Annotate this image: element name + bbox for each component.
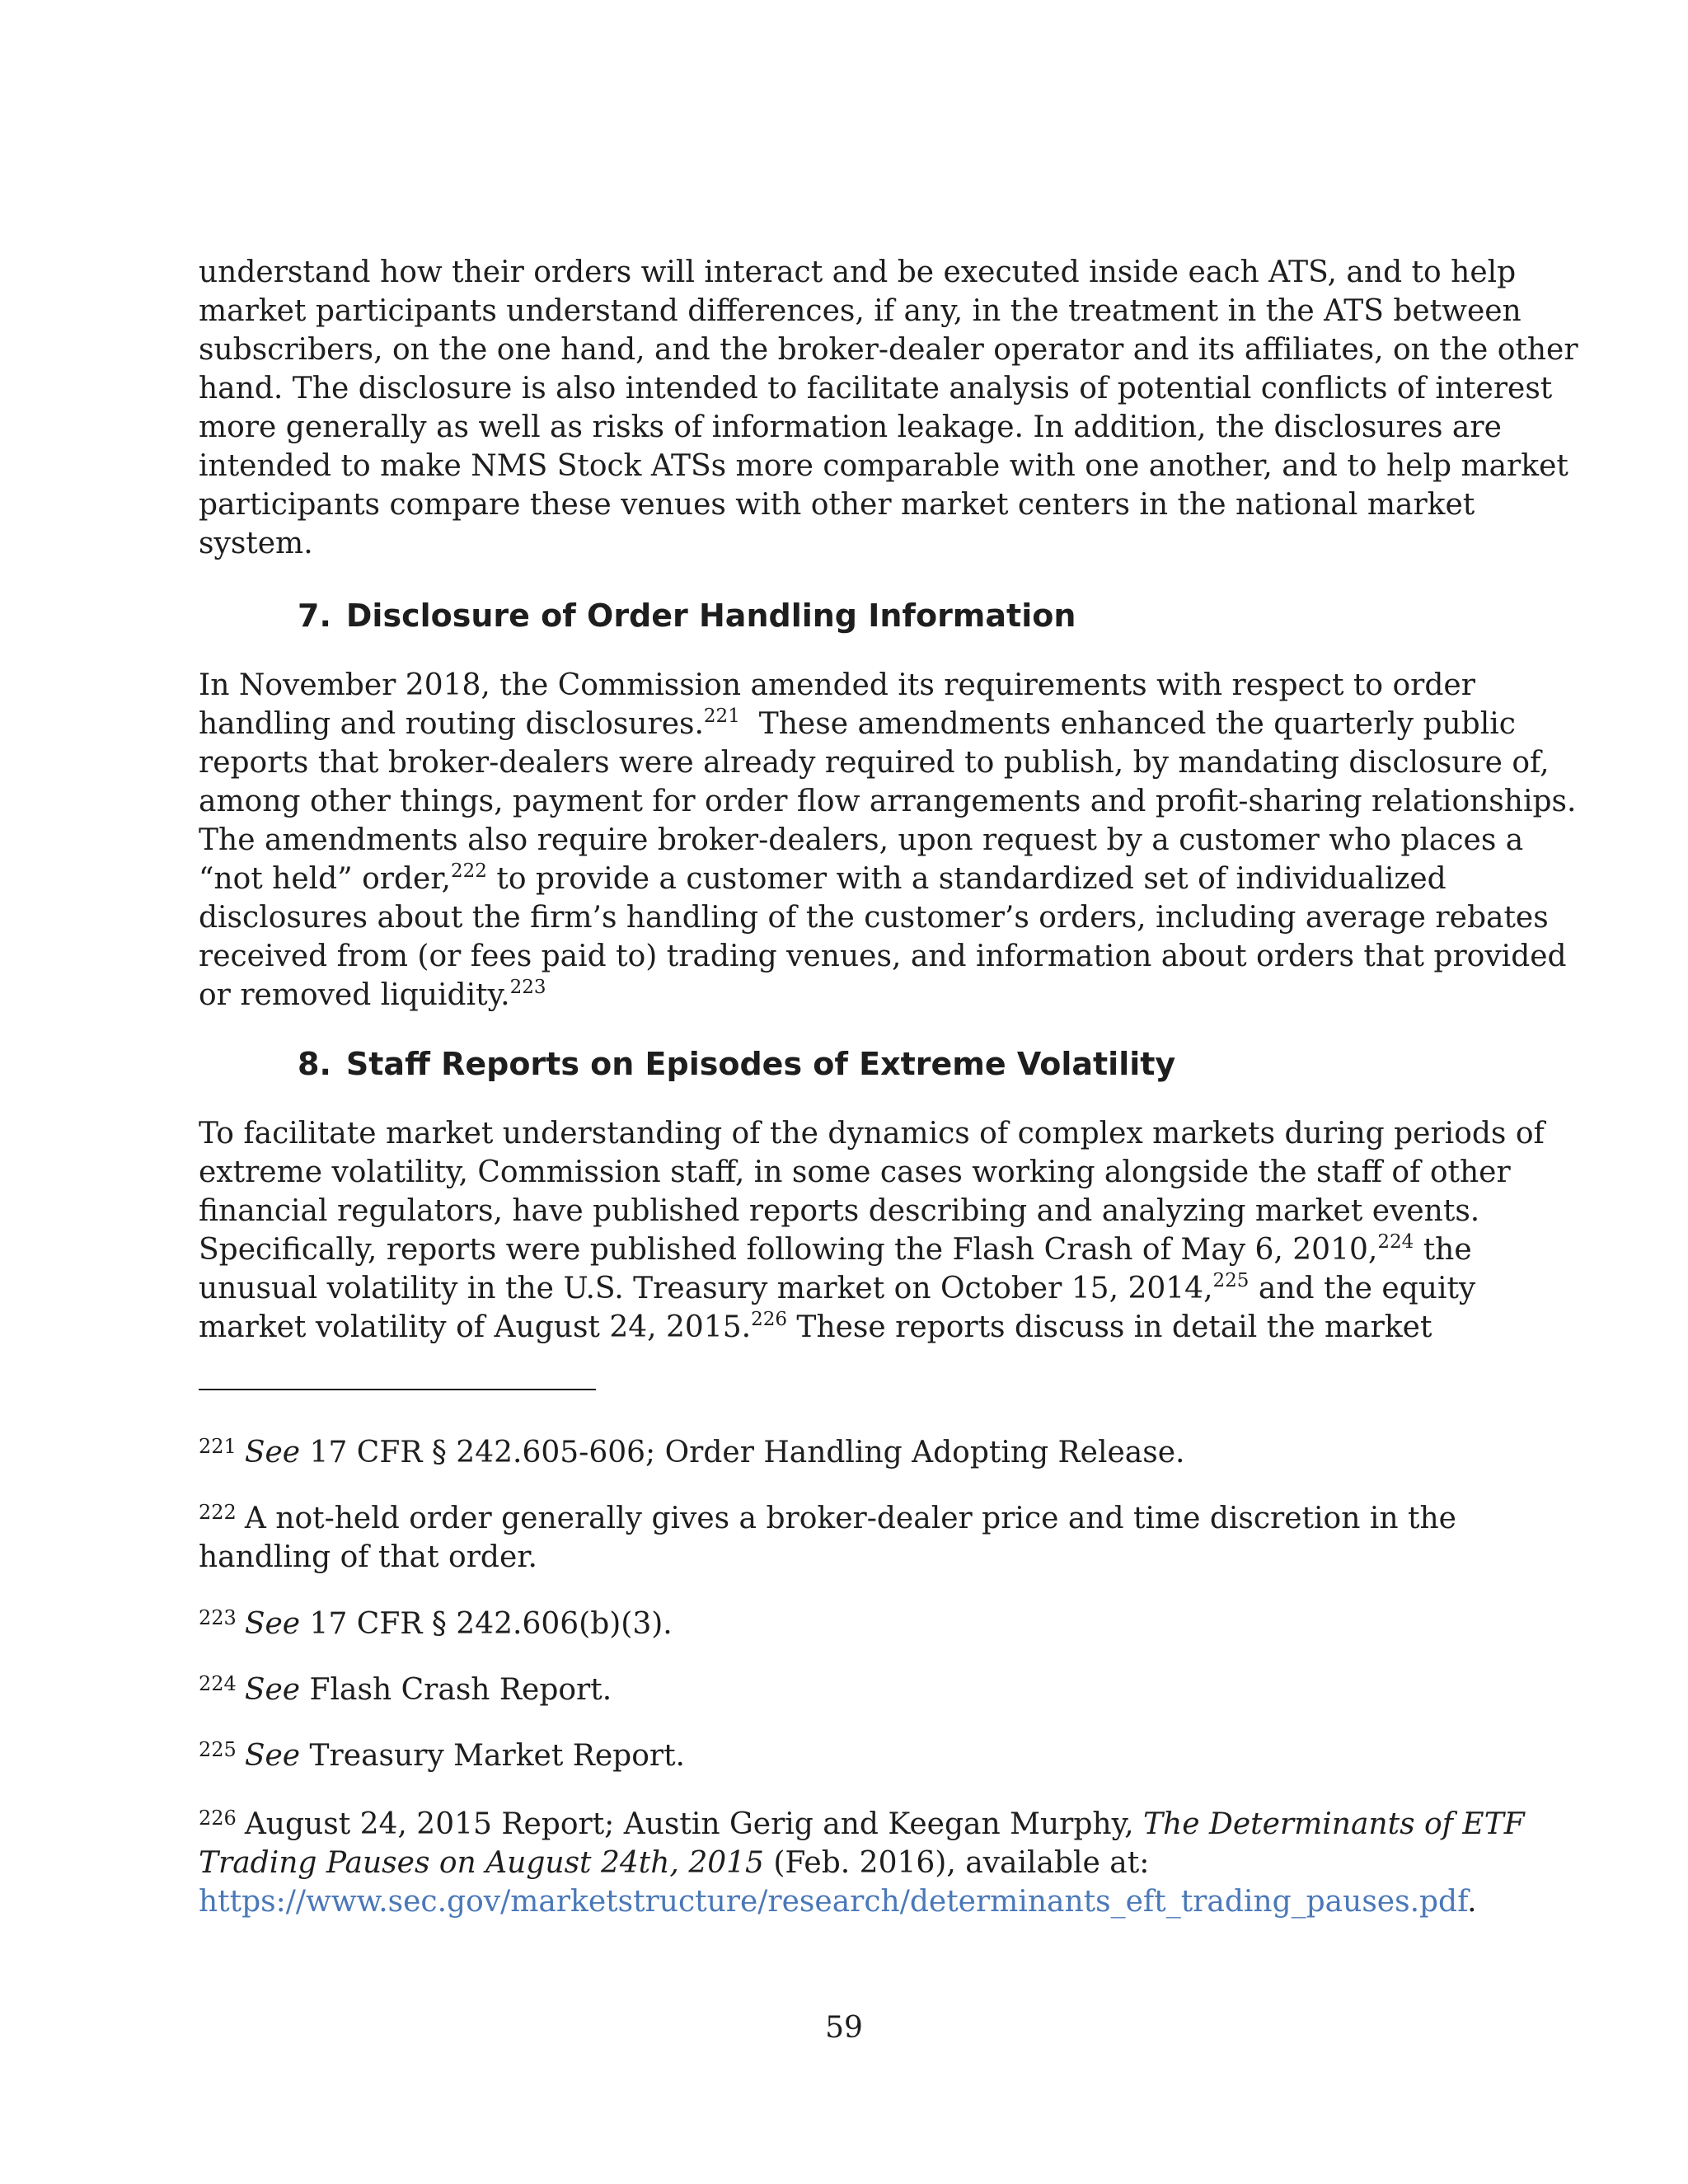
text-line: To facilitate market understanding of the dynamics of complex markets during periods of	[199, 1117, 1545, 1151]
text-segment: and the equity	[1249, 1272, 1476, 1305]
page-number: 59	[825, 2011, 863, 2045]
text-line: understand how their orders will interact and be executed inside each ATS, and to help	[199, 255, 1517, 289]
text-line: among other things, payment for order flow arrangements and profit-sharing relationships.	[199, 785, 1577, 818]
footnote-text: Treasury Market Report.	[300, 1739, 685, 1773]
section-title: Disclosure of Order Handling Information	[345, 598, 1076, 634]
text-segment: or removed liquidity.	[199, 978, 510, 1012]
text-line	[199, 1230, 1501, 1269]
footnote-signal: See	[244, 1673, 301, 1707]
footnote-text: Flash Crash Report.	[300, 1673, 612, 1707]
text-line: participants compare these venues with other market centers in the national market	[199, 488, 1475, 522]
intro-paragraph	[199, 253, 1578, 563]
section-title: Staff Reports on Episodes of Extreme Volatility	[345, 1046, 1176, 1082]
text-segment: to provide a customer with a standardized set of individualized	[486, 862, 1447, 896]
text-line: system.	[199, 527, 313, 560]
text-line: financial regulators, have published reports describing and analyzing market events.	[199, 1194, 1480, 1228]
text-line: In November 2018, the Commission amended its requirements with respect to order	[199, 668, 1475, 702]
text-line	[199, 705, 1516, 743]
footnote-title-italic: Trading Pauses on August 24th, 2015	[199, 1846, 764, 1880]
footnote-separator	[199, 1389, 596, 1390]
footnote-url-link[interactable]: https://www.sec.gov/marketstructure/research/determinants_eft_trading_pauses.pdf	[199, 1885, 1468, 1919]
text-segment: market volatility of August 24, 2015.	[199, 1310, 752, 1344]
footnote-number: 222	[199, 1501, 237, 1524]
footnote-ref-225[interactable]: 225	[1212, 1270, 1250, 1291]
text-line: subscribers, on the one hand, and the broker-dealer operator and its affiliates, on the other	[199, 333, 1578, 367]
text-segment: Specifically, reports were published following the Flash Crash of May 6, 2010,	[199, 1233, 1378, 1267]
footnote-signal: See	[244, 1739, 301, 1773]
text-line: reports that broker-dealers were already required to publish, by mandating disclosure of,	[199, 746, 1550, 780]
footnote-text: A not-held order generally gives a broker-dealer price and time discretion in the	[244, 1502, 1456, 1535]
footnote-221	[199, 1433, 1517, 1472]
text-line: more generally as well as risks of information leakage. In addition, the disclosures are	[199, 410, 1502, 444]
text-line: handling of that order.	[199, 1540, 537, 1574]
footnote-224	[199, 1671, 1517, 1709]
text-line: The amendments also require broker-dealers, upon request by a customer who places a	[199, 823, 1524, 857]
footnote-text: August 24, 2015 Report; Austin Gerig and Keegan Murphy,	[244, 1807, 1144, 1841]
text-line	[199, 1882, 1517, 1921]
footnote-222	[199, 1499, 1517, 1577]
footnote-signal: See	[244, 1607, 301, 1641]
footnote-text: (Feb. 2016), available at:	[763, 1846, 1150, 1880]
section-number: 8.	[298, 1046, 331, 1082]
text-line	[199, 976, 1501, 1015]
footnote-ref-226[interactable]: 226	[751, 1309, 787, 1330]
text-line	[199, 1499, 1517, 1538]
footnote-ref-223[interactable]: 223	[509, 977, 546, 998]
text-segment: These amendments enhanced the quarterly public	[739, 707, 1516, 741]
section-7-paragraph	[199, 666, 1577, 1015]
section-8-paragraph	[199, 1114, 1545, 1347]
text-segment: unusual volatility in the U.S. Treasury market on October 15, 2014,	[199, 1272, 1213, 1305]
footnote-text: .	[1467, 1885, 1477, 1919]
text-line	[199, 1308, 1501, 1347]
footnote-number: 223	[199, 1606, 237, 1629]
footnote-ref-221[interactable]: 221	[703, 705, 740, 727]
text-line: disclosures about the firm’s handling of the customer’s orders, including average rebates	[199, 901, 1549, 935]
text-line: extreme volatility, Commission staff, in some cases working alongside the staff of other	[199, 1155, 1511, 1189]
section-number: 7.	[298, 598, 331, 634]
text-line: intended to make NMS Stock ATSs more comparable with one another, and to help market	[199, 449, 1568, 483]
text-line	[199, 1269, 1501, 1308]
footnote-number: 226	[199, 1807, 237, 1830]
text-line	[199, 1805, 1525, 1844]
text-line: market participants understand differences, if any, in the treatment in the ATS between	[199, 294, 1522, 328]
text-line	[199, 860, 1501, 898]
text-line	[199, 1844, 1517, 1882]
footnote-ref-224[interactable]: 224	[1377, 1231, 1414, 1253]
footnote-text: 17 CFR § 242.605-606; Order Handling Adopting Release.	[300, 1436, 1185, 1469]
text-line: hand. The disclosure is also intended to facilitate analysis of potential conflicts of interest	[199, 372, 1553, 405]
text-line: received from (or fees paid to) trading venues, and information about orders that provided	[199, 940, 1567, 973]
text-segment: handling and routing disclosures.	[199, 707, 704, 741]
section-8-heading	[298, 1044, 1175, 1084]
footnote-number: 225	[199, 1738, 237, 1761]
footnote-title-italic: The Determinants of ETF	[1143, 1807, 1525, 1841]
text-segment: “not held” order,	[199, 862, 451, 896]
footnote-text: 17 CFR § 242.606(b)(3).	[300, 1607, 673, 1641]
footnote-226	[199, 1805, 1525, 1921]
text-segment: These reports discuss in detail the market	[786, 1310, 1432, 1344]
footnote-signal: See	[244, 1436, 301, 1469]
footnote-number: 224	[199, 1672, 237, 1695]
footnote-225	[199, 1736, 1517, 1775]
text-segment: the	[1414, 1233, 1472, 1267]
footnote-223	[199, 1605, 1517, 1643]
footnote-ref-222[interactable]: 222	[451, 860, 487, 882]
footnote-number: 221	[199, 1435, 237, 1458]
section-7-heading	[298, 596, 1076, 635]
